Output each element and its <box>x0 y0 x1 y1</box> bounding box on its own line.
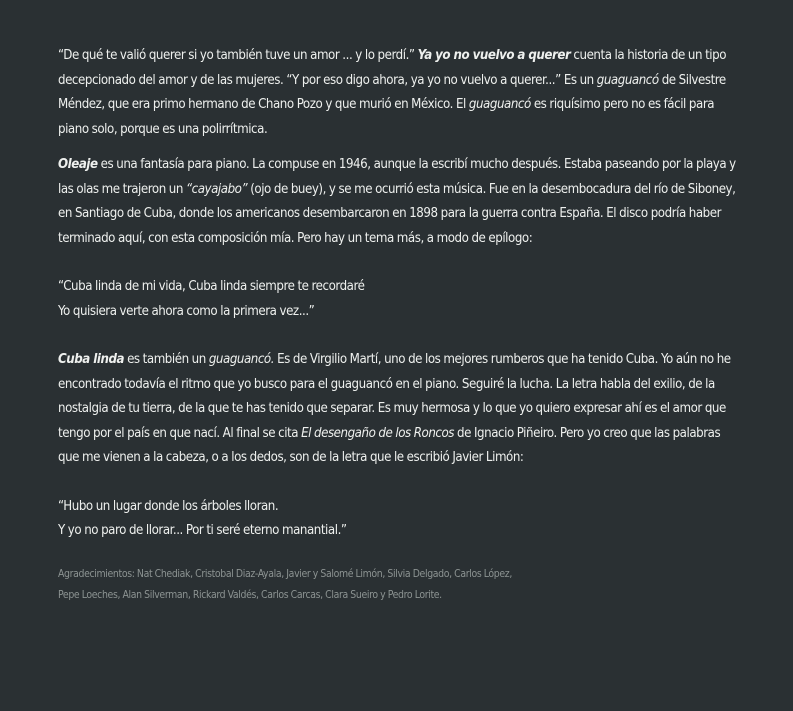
song-title: Cuba linda <box>58 352 125 367</box>
genre-term: guaguancó. <box>208 352 275 367</box>
text-span: de Silvestre Méndez, que era primo hermano de Chano Pozo y que murió en México. El <box>58 72 726 112</box>
quote-line: “Cuba linda de mi vida, Cuba linda siempre te recordaré <box>58 279 365 294</box>
text-span: de Ignacio Piñeiro. Pero yo creo que las palabras que me vienen a la cabeza, o a los dedos, son de la letra que le escribió Javier Limón: <box>58 425 721 465</box>
quote-line: Yo quisiera verte ahora como la primera vez...” <box>58 303 315 319</box>
quote-line: “Hubo un lugar donde los árboles lloran. <box>58 498 279 514</box>
quote-javier-limon <box>58 495 740 544</box>
genre-term: guaguancó <box>468 97 531 112</box>
quote-cuba-linda <box>58 275 740 324</box>
liner-notes-text <box>58 44 740 616</box>
text-span: es riquísimo pero no es fácil para piano solo, porque es una polirrítmica. <box>58 97 715 137</box>
work-title: El desengaño de los Roncos <box>301 425 455 441</box>
song-title: Ya yo no vuelvo a querer <box>417 48 571 63</box>
text-span: (ojo de buey), y se me ocurrió esta música. Fue en la desembocadura del río de Siboney, en Santiago de Cuba, donde los americanos desembarcaron en 1898 para la guerra contra España. El disco podría haber terminado aquí, con esta composición mía. Pero hay un tema más, a modo de epílogo: <box>58 181 736 246</box>
genre-term: guaguancó <box>596 72 659 88</box>
acknowledgements <box>58 564 740 606</box>
text-span: es también un <box>124 352 209 367</box>
text-span: “De qué te valió querer si yo también tuve un amor ... y lo perdí.” <box>58 48 418 63</box>
quote-line: Y yo no paro de llorar... Por ti seré eterno manantial.” <box>58 523 347 538</box>
text-span: es una fantasía para piano. La compuse en 1946, aunque la escribí mucho después. Estaba paseando por la playa y las olas me trajeron un <box>58 157 736 197</box>
acknowledgements-line: Pepe Loeches, Alan Silverman, Rickard Valdés, Carlos Carcas, Clara Sueiro y Pedro Lorite. <box>58 588 442 601</box>
paragraph-oleaje <box>58 153 740 251</box>
song-title: Oleaje <box>58 157 98 172</box>
quoted-term: “cayajabo” <box>185 181 248 197</box>
paragraph-cuba-linda <box>58 348 740 471</box>
text-span: cuenta la historia de un tipo decepcionado del amor y de las mujeres. “Y por eso digo ahora, ya yo no vuelvo a querer...” Es un <box>58 48 727 88</box>
acknowledgements-line: Agradecimientos: Nat Chediak, Cristobal Diaz-Ayala, Javier y Salomé Limón, Silvia Delgado, Carlos López, <box>58 567 512 580</box>
paragraph-ya-yo-no-vuelvo <box>58 44 740 142</box>
text-span: Es de Virgilio Martí, uno de los mejores rumberos que ha tenido Cuba. Yo aún no he encontrado todavía el ritmo que yo busco para el guaguancó en el piano. Seguiré la lucha. La letra habla del exilio, de la nostalgia de tu tierra, de la que te has tenido que separar. Es muy hermosa y lo que yo quiero expresar ahí es el amor que tengo por el país en que nací. Al final se cita <box>58 352 731 441</box>
